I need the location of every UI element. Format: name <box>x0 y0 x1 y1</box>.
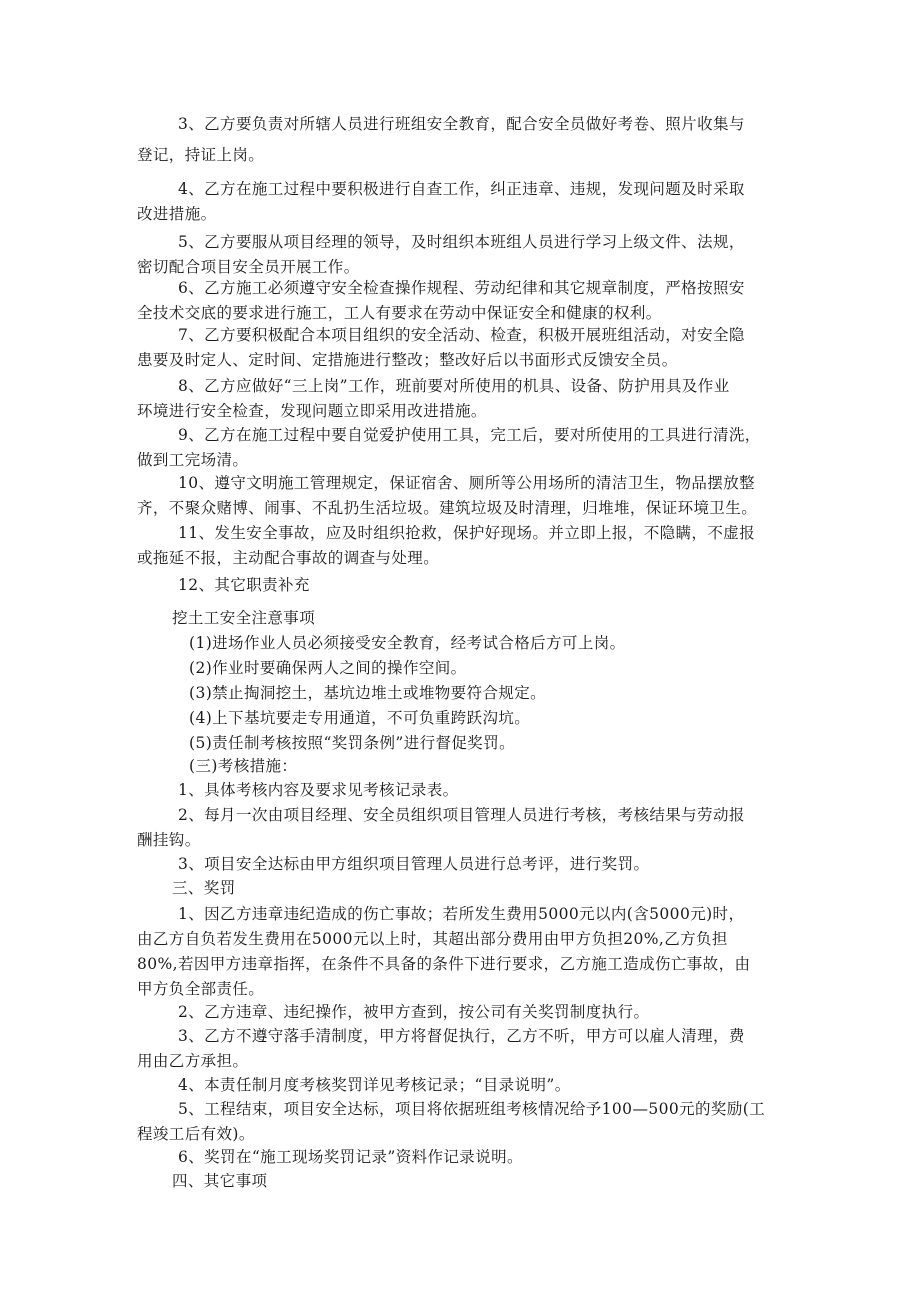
safety-item-2 <box>137 656 797 681</box>
text-line-1: 6、乙方施工必须遵守安全检查操作规程、劳动纪律和其它规章制度，严格按照安 <box>178 279 745 297</box>
text-line-1: 6、奖罚在“施工现场奖罚记录”资料作记录说明。 <box>178 1148 523 1166</box>
paragraph-item-5 <box>137 230 797 280</box>
text-line-2: 酬挂钩。 <box>137 831 201 849</box>
section-heading-rewards-penalties <box>137 876 797 901</box>
text-line-1: 挖土工安全注意事项 <box>172 609 316 627</box>
text-line-2: 或拖延不报，主动配合事故的调查与处理。 <box>137 549 440 567</box>
paragraph-item-10 <box>137 471 797 521</box>
paragraph-item-6 <box>137 276 797 326</box>
text-line-1: 12、其它职责补充 <box>178 576 310 594</box>
text-line-2: 改进措施。 <box>137 205 217 223</box>
text-line-1: 9、乙方在施工过程中要自觉爱护使用工具，完工后，要对所使用的工具进行清洗， <box>178 426 761 444</box>
text-line-1: 5、工程结束，项目安全达标，项目将依据班组考核情况给予100—500元的奖励(工 <box>178 1100 766 1118</box>
text-line-1: (1)进场作业人员必须接受安全教育，经考试合格后方可上岗。 <box>189 634 626 652</box>
text-line-1: 1、具体考核内容及要求见考核记录表。 <box>178 781 459 799</box>
text-line-1: 四、其它事项 <box>172 1172 268 1190</box>
paragraph-item-7 <box>137 323 797 373</box>
text-line-2: 做到工完场清。 <box>137 451 249 469</box>
section-heading-assessment-measures <box>137 754 797 779</box>
text-line-1: 3、乙方不遵守落手清制度，甲方将督促执行，乙方不听，甲方可以雇人清理，费 <box>178 1027 745 1045</box>
safety-item-5 <box>137 731 797 756</box>
text-line-2: 全技术交底的要求进行施工，工人有要求在劳动中保证安全和健康的权利。 <box>137 304 662 322</box>
paragraph-item-11 <box>137 521 797 571</box>
safety-item-3 <box>137 681 797 706</box>
text-line-2: 程竣工后有效)。 <box>137 1125 255 1143</box>
text-line-1: 10、遵守文明施工管理规定，保证宿舍、厕所等公用场所的清洁卫生，物品摆放整 <box>178 474 756 492</box>
text-line-1: 5、乙方要服从项目经理的领导，及时组织本班组人员进行学习上级文件、法规， <box>178 233 745 251</box>
reward-item-1 <box>137 902 797 1002</box>
assessment-item-3 <box>137 852 797 877</box>
text-line-1: 3、项目安全达标由甲方组织项目管理人员进行总考评，进行奖罚。 <box>178 855 650 873</box>
text-line-1: 4、本责任制月度考核奖罚详见考核记录；“目录说明”。 <box>178 1076 571 1094</box>
text-line-1: 2、乙方违章、违纪操作，被甲方查到，按公司有关奖罚制度执行。 <box>178 1003 650 1021</box>
paragraph-item-3 <box>137 112 797 168</box>
text-line-2: 由乙方自负若发生费用在5000元以上时，其超出部分费用由甲方负担20%,乙方负担 <box>137 930 728 948</box>
text-line-2: 登记，持证上岗。 <box>137 146 265 164</box>
text-line-2: 密切配合项目安全员开展工作。 <box>137 258 360 276</box>
text-line-1: 7、乙方要积极配合本项目组织的安全活动、检查，积极开展班组活动，对安全隐 <box>178 326 745 344</box>
text-line-1: 2、每月一次由项目经理、安全员组织项目管理人员进行考核，考核结果与劳动报 <box>178 806 745 824</box>
text-line-1: 三、奖罚 <box>172 879 236 897</box>
assessment-item-1 <box>137 778 797 803</box>
text-line-1: 8、乙方应做好“三上岗”工作，班前要对所使用的机具、设备、防护用具及作业 <box>178 377 730 395</box>
safety-item-4 <box>137 706 797 731</box>
text-line-1: (2)作业时要确保两人之间的操作空间。 <box>189 659 467 677</box>
section-heading-excavation-safety <box>137 606 797 631</box>
text-line-1: (三)考核措施： <box>189 757 298 775</box>
paragraph-item-12 <box>137 573 797 598</box>
text-line-1: (5)责任制考核按照“奖罚条例”进行督促奖罚。 <box>189 734 516 752</box>
paragraph-item-4 <box>137 177 797 227</box>
safety-item-1 <box>137 631 797 656</box>
reward-item-5 <box>137 1097 797 1147</box>
text-line-1: (3)禁止掏洞挖土，基坑边堆土或堆物要符合规定。 <box>189 684 547 702</box>
text-line-3: 80%,若因甲方违章指挥，在条件不具备的条件下进行要求，乙方施工造成伤亡事故，由 <box>137 955 751 973</box>
text-line-1: (4)上下基坑要走专用通道，不可负重跨跃沟坑。 <box>189 709 531 727</box>
reward-item-3 <box>137 1024 797 1074</box>
reward-item-2 <box>137 1000 797 1025</box>
reward-item-4 <box>137 1073 797 1098</box>
text-line-2: 齐，不聚众赌博、闹事、不乱扔生活垃圾。建筑垃圾及时清理，归堆堆，保证环境卫生。 <box>137 499 758 517</box>
text-line-1: 3、乙方要负责对所辖人员进行班组安全教育，配合安全员做好考卷、照片收集与 <box>178 115 745 133</box>
reward-item-6 <box>137 1145 797 1170</box>
paragraph-item-9 <box>137 423 797 473</box>
text-line-2: 环境进行安全检查，发现问题立即采用改进措施。 <box>137 402 487 420</box>
assessment-item-2 <box>137 803 797 853</box>
text-line-1: 11、发生安全事故，应及时组织抢救，保护好现场。并立即上报，不隐瞒，不虚报 <box>178 524 756 542</box>
paragraph-item-8 <box>137 374 797 424</box>
text-line-1: 4、乙方在施工过程中要积极进行自查工作，纠正违章、违规，发现问题及时采取 <box>178 180 745 198</box>
section-heading-other-matters <box>137 1169 797 1194</box>
text-line-2: 患要及时定人、定时间、定措施进行整改；整改好后以书面形式反馈安全员。 <box>137 351 678 369</box>
text-line-2: 用由乙方承担。 <box>137 1052 249 1070</box>
text-line-1: 1、因乙方违章违纪造成的伤亡事故；若所发生费用5000元以内(含5000元)时， <box>178 905 745 923</box>
text-line-4: 甲方负全部责任。 <box>137 980 265 998</box>
